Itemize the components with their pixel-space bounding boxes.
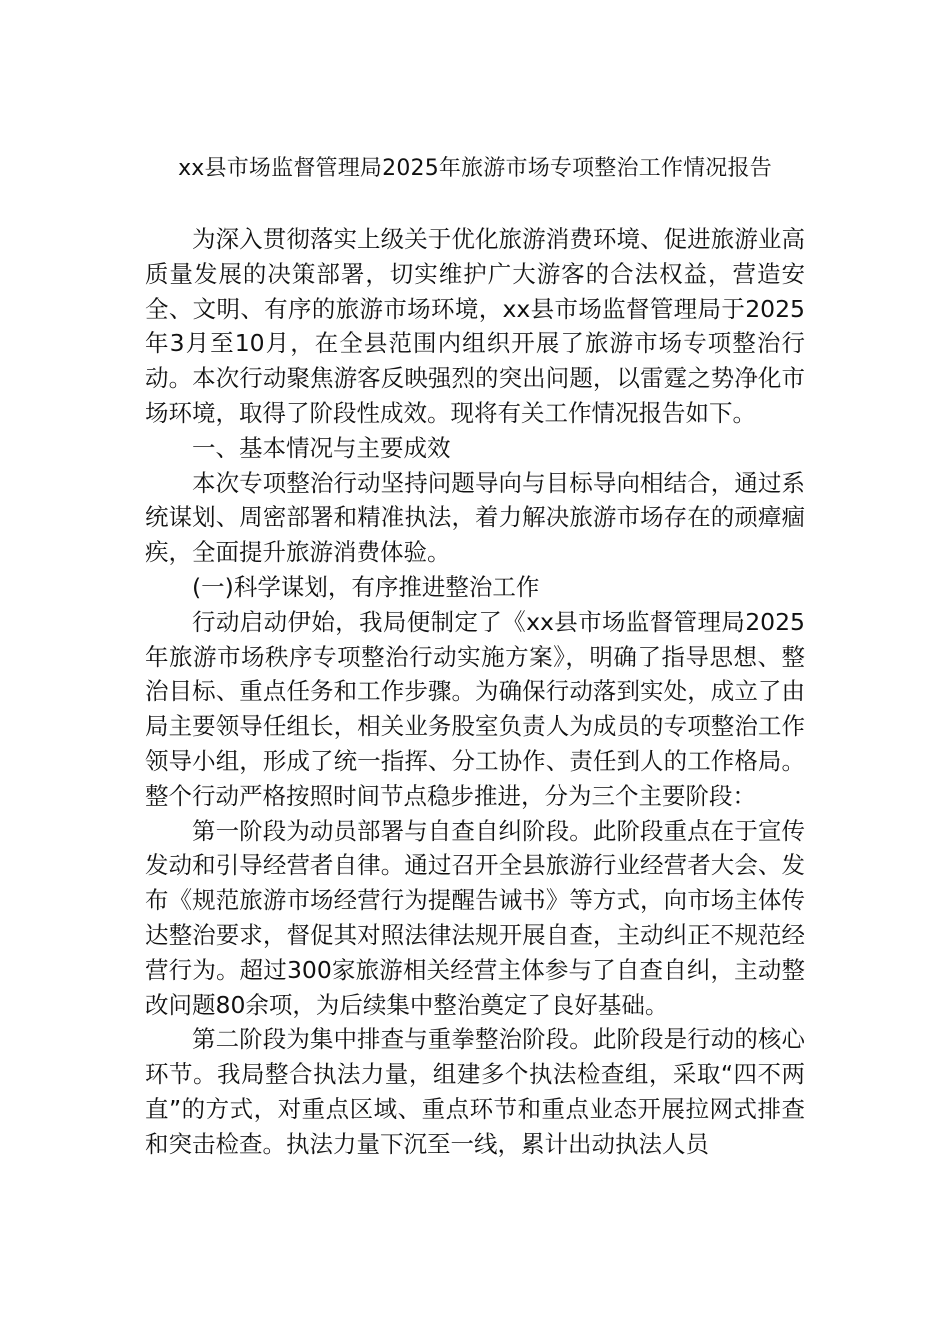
paragraph-intro: 为深入贯彻落实上级关于优化旅游消费环境、促进旅游业高质量发展的决策部署，切实维护广大游客的合法权益，营造安全、文明、有序的旅游市场环境，xx县市场监督管理局于2025年3月至10月，在全县范围内组织开展了旅游市场专项整治行动。本次行动聚焦游客反映强烈的突出问题，以雷霆之势净化市场环境，取得了阶段性成效。现将有关工作情况报告如下。: [145, 225, 805, 427]
subsection-heading-1: (一)科学谋划，有序推进整治工作: [192, 572, 540, 601]
document-body: [145, 222, 805, 1162]
paragraph-section-1: 本次专项整治行动坚持问题导向与目标导向相结合，通过系统谋划、周密部署和精准执法，着力解决旅游市场存在的顽瘴痼疾，全面提升旅游消费体验。: [145, 468, 805, 567]
paragraph-stage-2: 第二阶段为集中排查与重拳整治阶段。此阶段是行动的核心环节。我局整合执法力量，组建多个执法检查组，采取“四不两直”的方式，对重点区域、重点环节和重点业态开展拉网式排查和突击检查。执法力量下沉至一线，累计出动执法人员: [145, 1025, 805, 1158]
document-title: xx县市场监督管理局2025年旅游市场专项整治工作情况报告: [178, 156, 772, 181]
paragraph-plan: 行动启动伊始，我局便制定了《xx县市场监督管理局2025年旅游市场秩序专项整治行动实施方案》，明确了指导思想、整治目标、重点任务和工作步骤。为确保行动落到实处，成立了由局主要领导任组长，相关业务股室负责人为成员的专项整治工作领导小组，形成了统一指挥、分工协作、责任到人的工作格局。整个行动严格按照时间节点稳步推进，分为三个主要阶段：: [145, 607, 805, 810]
section-heading-1: 一、基本情况与主要成效: [192, 433, 451, 462]
paragraph-stage-1: 第一阶段为动员部署与自查自纠阶段。此阶段重点在于宣传发动和引导经营者自律。通过召开全县旅游行业经营者大会、发布《规范旅游市场经营行为提醒告诫书》等方式，向市场主体传达整治要求，督促其对照法律法规开展自查，主动纠正不规范经营行为。超过300家旅游相关经营主体参与了自查自纠，主动整改问题80余项，为后续集中整治奠定了良好基础。: [145, 816, 805, 1019]
